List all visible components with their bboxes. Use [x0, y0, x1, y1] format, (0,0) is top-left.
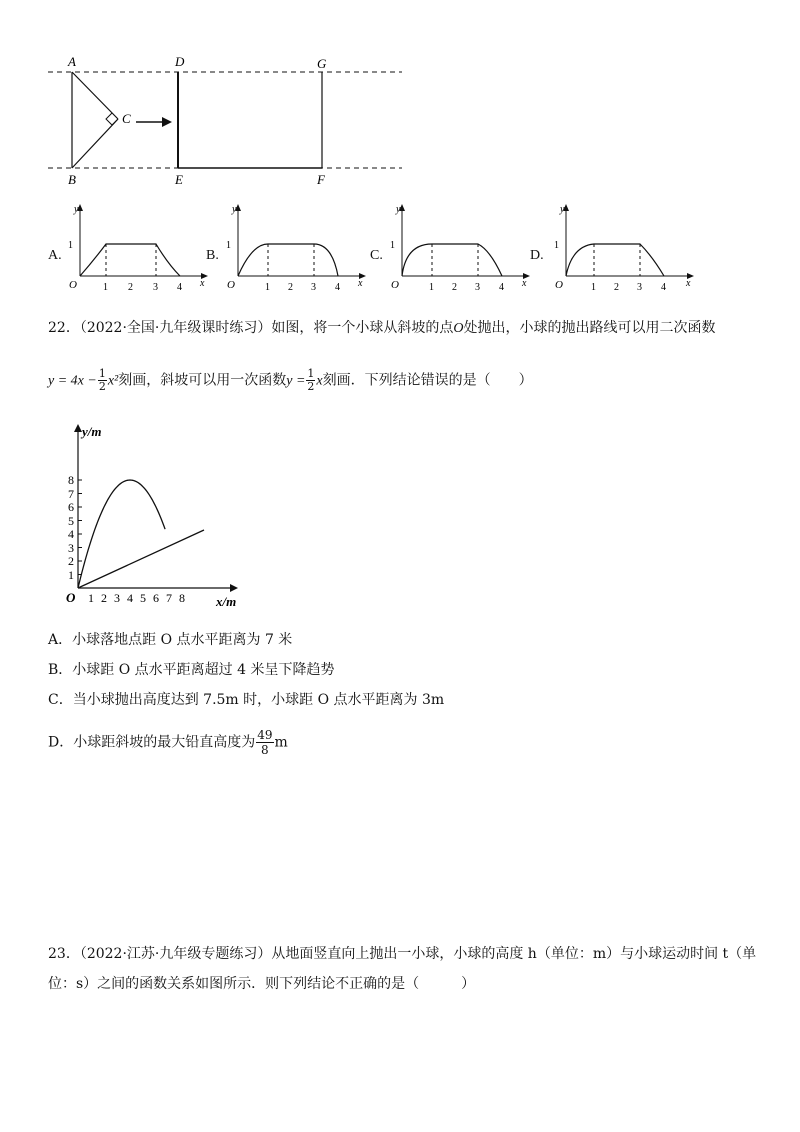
x-axis-label: x/m — [216, 594, 237, 609]
fraction-49-8: $\frac{49}{8}$ — [257, 728, 273, 757]
svg-text:O: O — [227, 279, 235, 291]
svg-text:4: 4 — [499, 282, 504, 292]
svg-text:2: 2 — [288, 282, 293, 292]
svg-text:7: 7 — [68, 487, 74, 501]
svg-text:4: 4 — [661, 282, 666, 292]
svg-text:6: 6 — [68, 500, 74, 514]
svg-text:2: 2 — [614, 282, 619, 292]
svg-text:3: 3 — [311, 282, 316, 292]
svg-text:1: 1 — [554, 240, 559, 251]
q23-stem-line1: 23．（2022·江苏·九年级专题练习）从地面竖直向上抛出一小球，小球的高度 h（单位：m）与小球运动时间 t（单 — [48, 946, 757, 962]
svg-text:x: x — [686, 278, 691, 289]
svg-text:1: 1 — [390, 240, 395, 251]
svg-text:1: 1 — [265, 282, 270, 292]
svg-text:y: y — [74, 204, 79, 215]
q22-stem-line1: 22．（2022·全国·九年级课时练习）如图，将一个小球从斜坡的点O处抛出，小球的抛出路线可以用二次函数 — [48, 320, 716, 336]
option-a-letter: A. — [48, 248, 62, 263]
option-d-graph — [550, 200, 700, 292]
label-e: E — [175, 172, 183, 187]
origin-label: O — [66, 590, 76, 605]
option-c-graph — [386, 200, 536, 292]
option-c-letter: C. — [370, 248, 383, 263]
y-axis-label: y/m — [82, 424, 102, 439]
y-tick-labels — [68, 473, 74, 582]
q23-source: （2022·江苏·九年级专题练习） — [79, 946, 272, 962]
svg-text:1: 1 — [226, 240, 231, 251]
svg-text:4: 4 — [127, 591, 133, 605]
svg-text:x: x — [200, 278, 205, 289]
svg-text:1: 1 — [591, 282, 596, 292]
svg-text:5: 5 — [68, 514, 74, 528]
fraction-half: $\frac{1}{2}$ — [98, 367, 106, 393]
svg-text:2: 2 — [452, 282, 457, 292]
svg-text:1: 1 — [68, 568, 74, 582]
svg-text:O: O — [69, 279, 77, 291]
label-c: C — [122, 111, 131, 126]
svg-text:4: 4 — [177, 282, 182, 292]
q22-option-c[interactable]: C．当小球抛出高度达到 7.5m 时，小球距 O 点水平距离为 3m — [48, 692, 445, 708]
q23-stem-line2: 位：s）之间的函数关系如图所示．则下列结论不正确的是（ ） — [48, 976, 476, 992]
svg-text:O: O — [391, 279, 399, 291]
option-b-letter: B. — [206, 248, 219, 263]
svg-text:1: 1 — [68, 240, 73, 251]
q21-options — [0, 196, 800, 296]
option-a-graph — [64, 200, 214, 292]
svg-text:1: 1 — [88, 591, 94, 605]
svg-text:y: y — [232, 204, 237, 215]
q22-number: 22． — [48, 320, 80, 336]
svg-text:5: 5 — [140, 591, 146, 605]
label-a: A — [68, 54, 76, 69]
svg-text:6: 6 — [153, 591, 159, 605]
svg-text:3: 3 — [475, 282, 480, 292]
svg-text:4: 4 — [68, 527, 74, 541]
q22-option-b[interactable]: B．小球距 O 点水平距离超过 4 米呈下降趋势 — [48, 662, 335, 678]
q22-stem-line2: y = 4x − $\frac{1}{2}$ x²刻画，斜坡可以用一次函数y = $\frac{1}{2}$ x刻画．下列结论错误的是（ ） — [48, 367, 533, 393]
label-f: F — [317, 172, 325, 187]
svg-text:8: 8 — [68, 473, 74, 487]
svg-text:1: 1 — [429, 282, 434, 292]
x-tick-labels — [88, 591, 185, 605]
svg-text:x: x — [358, 278, 363, 289]
q22-option-a[interactable]: A．小球落地点距 O 点水平距离为 7 米 — [48, 632, 293, 648]
svg-text:2: 2 — [68, 554, 74, 568]
q22-source: （2022·全国·九年级课时练习） — [79, 320, 272, 336]
option-b-graph — [222, 200, 372, 292]
svg-text:3: 3 — [68, 541, 74, 555]
svg-text:7: 7 — [166, 591, 172, 605]
triangle-square-diagram — [40, 52, 410, 192]
svg-text:2: 2 — [128, 282, 133, 292]
option-d-letter: D. — [530, 248, 544, 263]
svg-text:1: 1 — [103, 282, 108, 292]
svg-text:3: 3 — [637, 282, 642, 292]
svg-text:4: 4 — [335, 282, 340, 292]
q22-option-d[interactable]: D．小球距斜坡的最大铅直高度为 $\frac{49}{8}$ m — [48, 728, 288, 757]
q23-number: 23． — [48, 946, 80, 962]
svg-text:O: O — [555, 279, 563, 291]
svg-text:y: y — [396, 204, 401, 215]
svg-text:2: 2 — [101, 591, 107, 605]
svg-text:3: 3 — [114, 591, 120, 605]
label-b: B — [68, 172, 76, 187]
q22-parabola-graph — [60, 420, 260, 620]
label-g: G — [317, 56, 327, 71]
svg-text:x: x — [522, 278, 527, 289]
svg-text:3: 3 — [153, 282, 158, 292]
fraction-half-2: $\frac{1}{2}$ — [307, 367, 315, 393]
svg-text:8: 8 — [179, 591, 185, 605]
svg-text:y: y — [560, 204, 565, 215]
label-d: D — [175, 54, 185, 69]
